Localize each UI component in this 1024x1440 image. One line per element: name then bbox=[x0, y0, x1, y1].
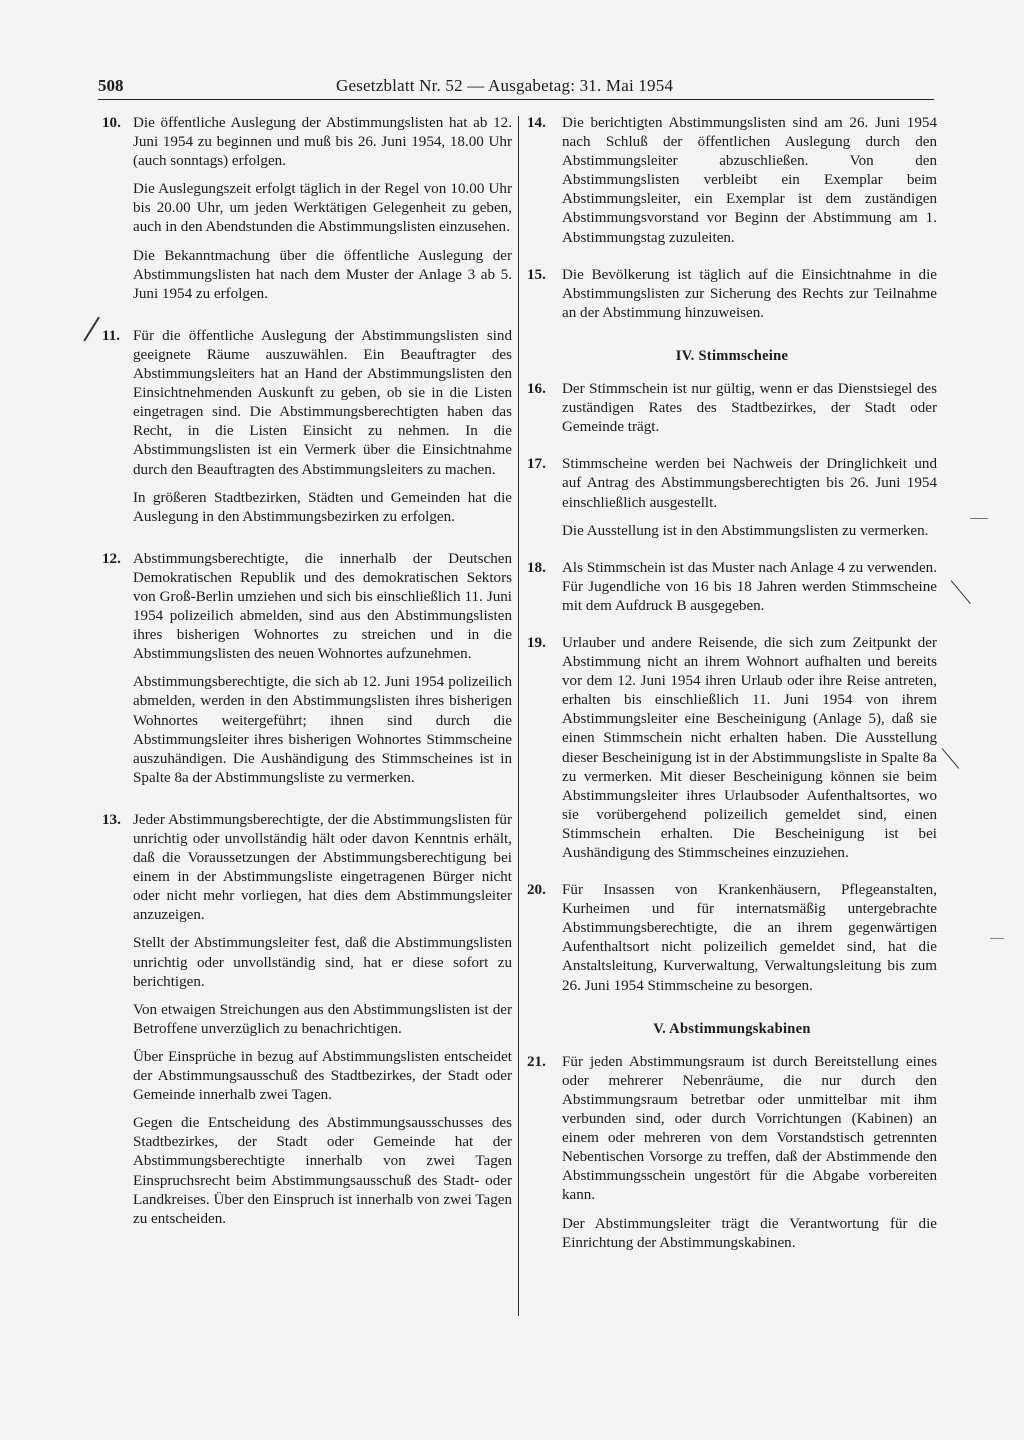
item-paragraph: Stimmscheine werden bei Nachweis der Dringlichkeit und auf Antrag des Abstimmungsberechtigten bis 26. Juni 1954 einschließlich ausgestellt. bbox=[562, 456, 937, 511]
item-paragraph: Der Stimmschein ist nur gültig, wenn er das Dienstsiegel des zuständigen Rates des Stadtbezirkes, der Stadt oder Gemeinde trägt. bbox=[562, 381, 937, 436]
header-title: Gesetzblatt Nr. 52 — Ausgabetag: 31. Mai 1954 bbox=[336, 76, 674, 95]
item-paragraph: Als Stimmschein ist das Muster nach Anlage 4 zu verwenden. Für Jugendliche von 16 bis 18 Jahren werden Stimmscheine mit dem Aufdruck B ausgegeben. bbox=[562, 559, 937, 614]
numbered-item bbox=[98, 550, 512, 788]
item-number: 19. bbox=[527, 634, 546, 651]
item-paragraph: Die Auslegungszeit erfolgt täglich in der Regel von 10.00 Uhr bis 20.00 Uhr, um jeden Werktätigen Gelegenheit zu geben, auch in den Abendstunden die Abstimmungslisten einzusehen. bbox=[133, 181, 512, 236]
item-number: 21. bbox=[527, 1053, 546, 1070]
numbered-item bbox=[527, 455, 937, 540]
item-paragraph: In größeren Stadtbezirken, Städten und Gemeinden hat die Auslegung in den Abstimmungsbezirken zu erfolgen. bbox=[133, 489, 512, 525]
margin-dash-mark bbox=[990, 938, 1004, 939]
margin-dash-mark bbox=[970, 518, 988, 519]
numbered-item bbox=[98, 811, 512, 1229]
item-paragraph: Die berichtigten Abstimmungslisten sind am 26. Juni 1954 nach Schluß der öffentlichen Auslegung durch den Abstimmungsleiter abzuschließen. Von den Abstimmungslisten verbleibt ein Exemplar beim Abstimmungsleiter, ein Exemplar ist dem zuständigen Abstimmungsvorstand vor Beginn der Abstimmung am 1. Abstimmungstag zuzuleiten. bbox=[562, 115, 937, 246]
item-number: 18. bbox=[527, 559, 546, 576]
item-number: 16. bbox=[527, 381, 546, 398]
item-paragraph: Für Insassen von Krankenhäusern, Pflegeanstalten, Kurheimen und für internatsmäßig untergebrachte Abstimmungsberechtigte, die an ihrem gegenwärtigen Aufenthaltsort nicht polizeilich gemeldet sind, hat die Anstaltsleitung, Kurverwaltung, Verwaltungsleitung bis zum 26. Juni 1954 Stimmscheine zu besorgen. bbox=[562, 882, 937, 994]
item-paragraph: Für jeden Abstimmungsraum ist durch Bereitstellung eines oder mehrerer Nebenräume, die nur durch den Abstimmungsraum betretbar oder unmittelbar mit ihm verbunden sind, oder durch Vorrichtungen (Kabinen) an einem oder mehreren von dem Vorstandstisch getrennten Nebentischen Vorsorge zu treffen, daß der Abstimmende den Abstimmungsschein ungestört für die Abgabe vorbereiten kann. bbox=[562, 1053, 937, 1204]
section-v-items bbox=[527, 1053, 937, 1253]
item-number: 20. bbox=[527, 882, 546, 899]
item-paragraph: Abstimmungsberechtigte, die sich ab 12. Juni 1954 polizeilich abmelden, werden in den Abstimmungslisten ihres bisherigen Wohnortes weitergeführt; ihnen sind durch die Abstimmungsleiter ihres bisherigen Wohnortes Stimmscheine auszuhändigen. Die Aushändigung des Stimmscheines ist in Spalte 8a der Abstimmungsliste zu vermerken. bbox=[133, 674, 512, 786]
margin-tick-mark bbox=[942, 748, 960, 769]
item-paragraph: Jeder Abstimmungsberechtigte, der die Abstimmungslisten für unrichtig oder unvollständig hält oder davon Kenntnis erhält, daß die Voraussetzungen der Abstimmungsberechtigung bei einem in der Abstimmungsliste eingetragenen Bürger nicht oder nicht mehr vorliegen, hat dies dem Abstimmungsleiter anzuzeigen. bbox=[133, 811, 512, 924]
item-paragraph: Die öffentliche Auslegung der Abstimmungslisten hat ab 12. Juni 1954 zu beginnen und muß bis 26. Juni 1954, 18.00 Uhr (auch sonntags) erfolgen. bbox=[133, 115, 512, 170]
section-heading-iv: IV. Stimmscheine bbox=[675, 347, 789, 364]
item-paragraph: Für die öffentliche Auslegung der Abstimmungslisten sind geeignete Räume auszuwählen. Ein Beauftragter des Abstimmungsleiters hat an Hand der Abstimmungslisten den Einsichtnehmenden Auskunft zu geben, ob sie in die Listen eingetragen sind. Die Abstimmungsberechtigten haben das Recht, in die Listen Einsicht zu nehmen. In die Abstimmungslisten ist ein Vermerk über die Einsichtnahme durch den Beauftragten des Abstimmungsleiters zu machen. bbox=[133, 327, 512, 478]
left-items bbox=[98, 114, 512, 1229]
item-paragraph: Über Einsprüche in bezug auf Abstimmungslisten entscheidet der Abstimmungsausschuß des Stadtbezirkes, der Stadt oder Gemeinde innerhalb zwei Tagen. bbox=[133, 1048, 512, 1104]
numbered-item bbox=[527, 380, 937, 437]
numbered-item bbox=[98, 327, 512, 527]
numbered-item bbox=[527, 881, 937, 996]
item-number: 14. bbox=[527, 115, 546, 131]
item-paragraph: Die Bevölkerung ist täglich auf die Einsichtnahme in die Abstimmungslisten zur Sicherung des Rechts zur Teilnahme an der Abstimmung hinzuweisen. bbox=[562, 266, 937, 321]
header-rule bbox=[98, 99, 934, 100]
item-paragraph: Der Abstimmungsleiter trägt die Verantwortung für die Einrichtung der Abstimmungskabinen. bbox=[562, 1215, 937, 1251]
item-paragraph: Stellt der Abstimmungsleiter fest, daß die Abstimmungslisten unrichtig oder unvollständig sind, hat er diese sofort zu berichtigen. bbox=[133, 935, 512, 990]
right-top-items bbox=[527, 114, 937, 323]
item-paragraph: Gegen die Entscheidung des Abstimmungsausschusses des Stadtbezirkes, der Stadt oder Gemeinde hat der Abstimmungsberechtigte innerhalb von zwei Tagen Einspruchsrecht beim Abstimmungsausschuß des Stadt- oder Landkreises. Über den Einspruch ist innerhalb von zwei Tagen zu entscheiden. bbox=[133, 1115, 512, 1227]
column-divider bbox=[518, 116, 519, 1316]
page-number: 508 bbox=[98, 76, 124, 95]
numbered-item bbox=[98, 114, 512, 304]
right-column bbox=[527, 114, 937, 1253]
item-number: 13. bbox=[102, 811, 121, 828]
numbered-item bbox=[527, 114, 937, 248]
section-iv-items bbox=[527, 380, 937, 996]
item-number: 17. bbox=[527, 456, 546, 473]
numbered-item bbox=[527, 266, 937, 323]
item-paragraph: Abstimmungsberechtigte, die innerhalb der Deutschen Demokratischen Republik und des demokratischen Sektors von Groß-Berlin umziehen und sich bis einschließlich 11. Juni 1954 polizeilich abmelden, sind aus den Abstimmungslisten ihres bisherigen Wohnortes zu streichen und in die Abstimmungslisten des neuen Wohnortes aufzunehmen. bbox=[133, 550, 512, 663]
section-heading-v: V. Abstimmungskabinen bbox=[653, 1020, 811, 1037]
item-paragraph: Die Ausstellung ist in den Abstimmungslisten zu vermerken. bbox=[562, 522, 929, 539]
item-number: 11. bbox=[102, 327, 121, 344]
item-paragraph: Von etwaigen Streichungen aus den Abstimmungslisten ist der Betroffene unverzüglich zu benachrichtigen. bbox=[133, 1001, 512, 1037]
item-number: 10. bbox=[102, 115, 121, 131]
numbered-item bbox=[527, 1053, 937, 1253]
item-number: 12. bbox=[102, 550, 121, 567]
numbered-item bbox=[527, 634, 937, 863]
item-paragraph: Urlauber und andere Reisende, die sich zum Zeitpunkt der Abstimmung nicht an ihrem Wohnort aufhalten und bereits vor dem 12. Juni 1954 ihren Urlaub oder ihre Reise antreten, erhalten bis einschließlich 11. Juni 1954 von ihrem Abstimmungsleiter eine Bescheinigung (Anlage 5), daß sie einen Stimmschein nicht erhalten haben. Die Ausstellung dieser Bescheinigung ist in der Abstimmungsliste in Spalte 8a zu vermerken. Mit dieser Bescheinigung können sie beim Abstimmungsleiter ihres Urlaubsoder Aufenthaltsortes, wo sie vorübergehend polizeilich gemeldet sind, einen Stimmschein erhalten. Die Bescheinigung ist bei Aushändigung des Stimmscheines einzuziehen. bbox=[562, 634, 937, 861]
item-paragraph: Die Bekanntmachung über die öffentliche Auslegung der Abstimmungslisten hat nach dem Muster der Anlage 3 ab 5. Juni 1954 zu erfolgen. bbox=[133, 247, 512, 302]
margin-tick-mark bbox=[951, 580, 971, 604]
item-number: 15. bbox=[527, 266, 546, 283]
left-column bbox=[98, 114, 512, 1229]
numbered-item bbox=[527, 559, 937, 616]
